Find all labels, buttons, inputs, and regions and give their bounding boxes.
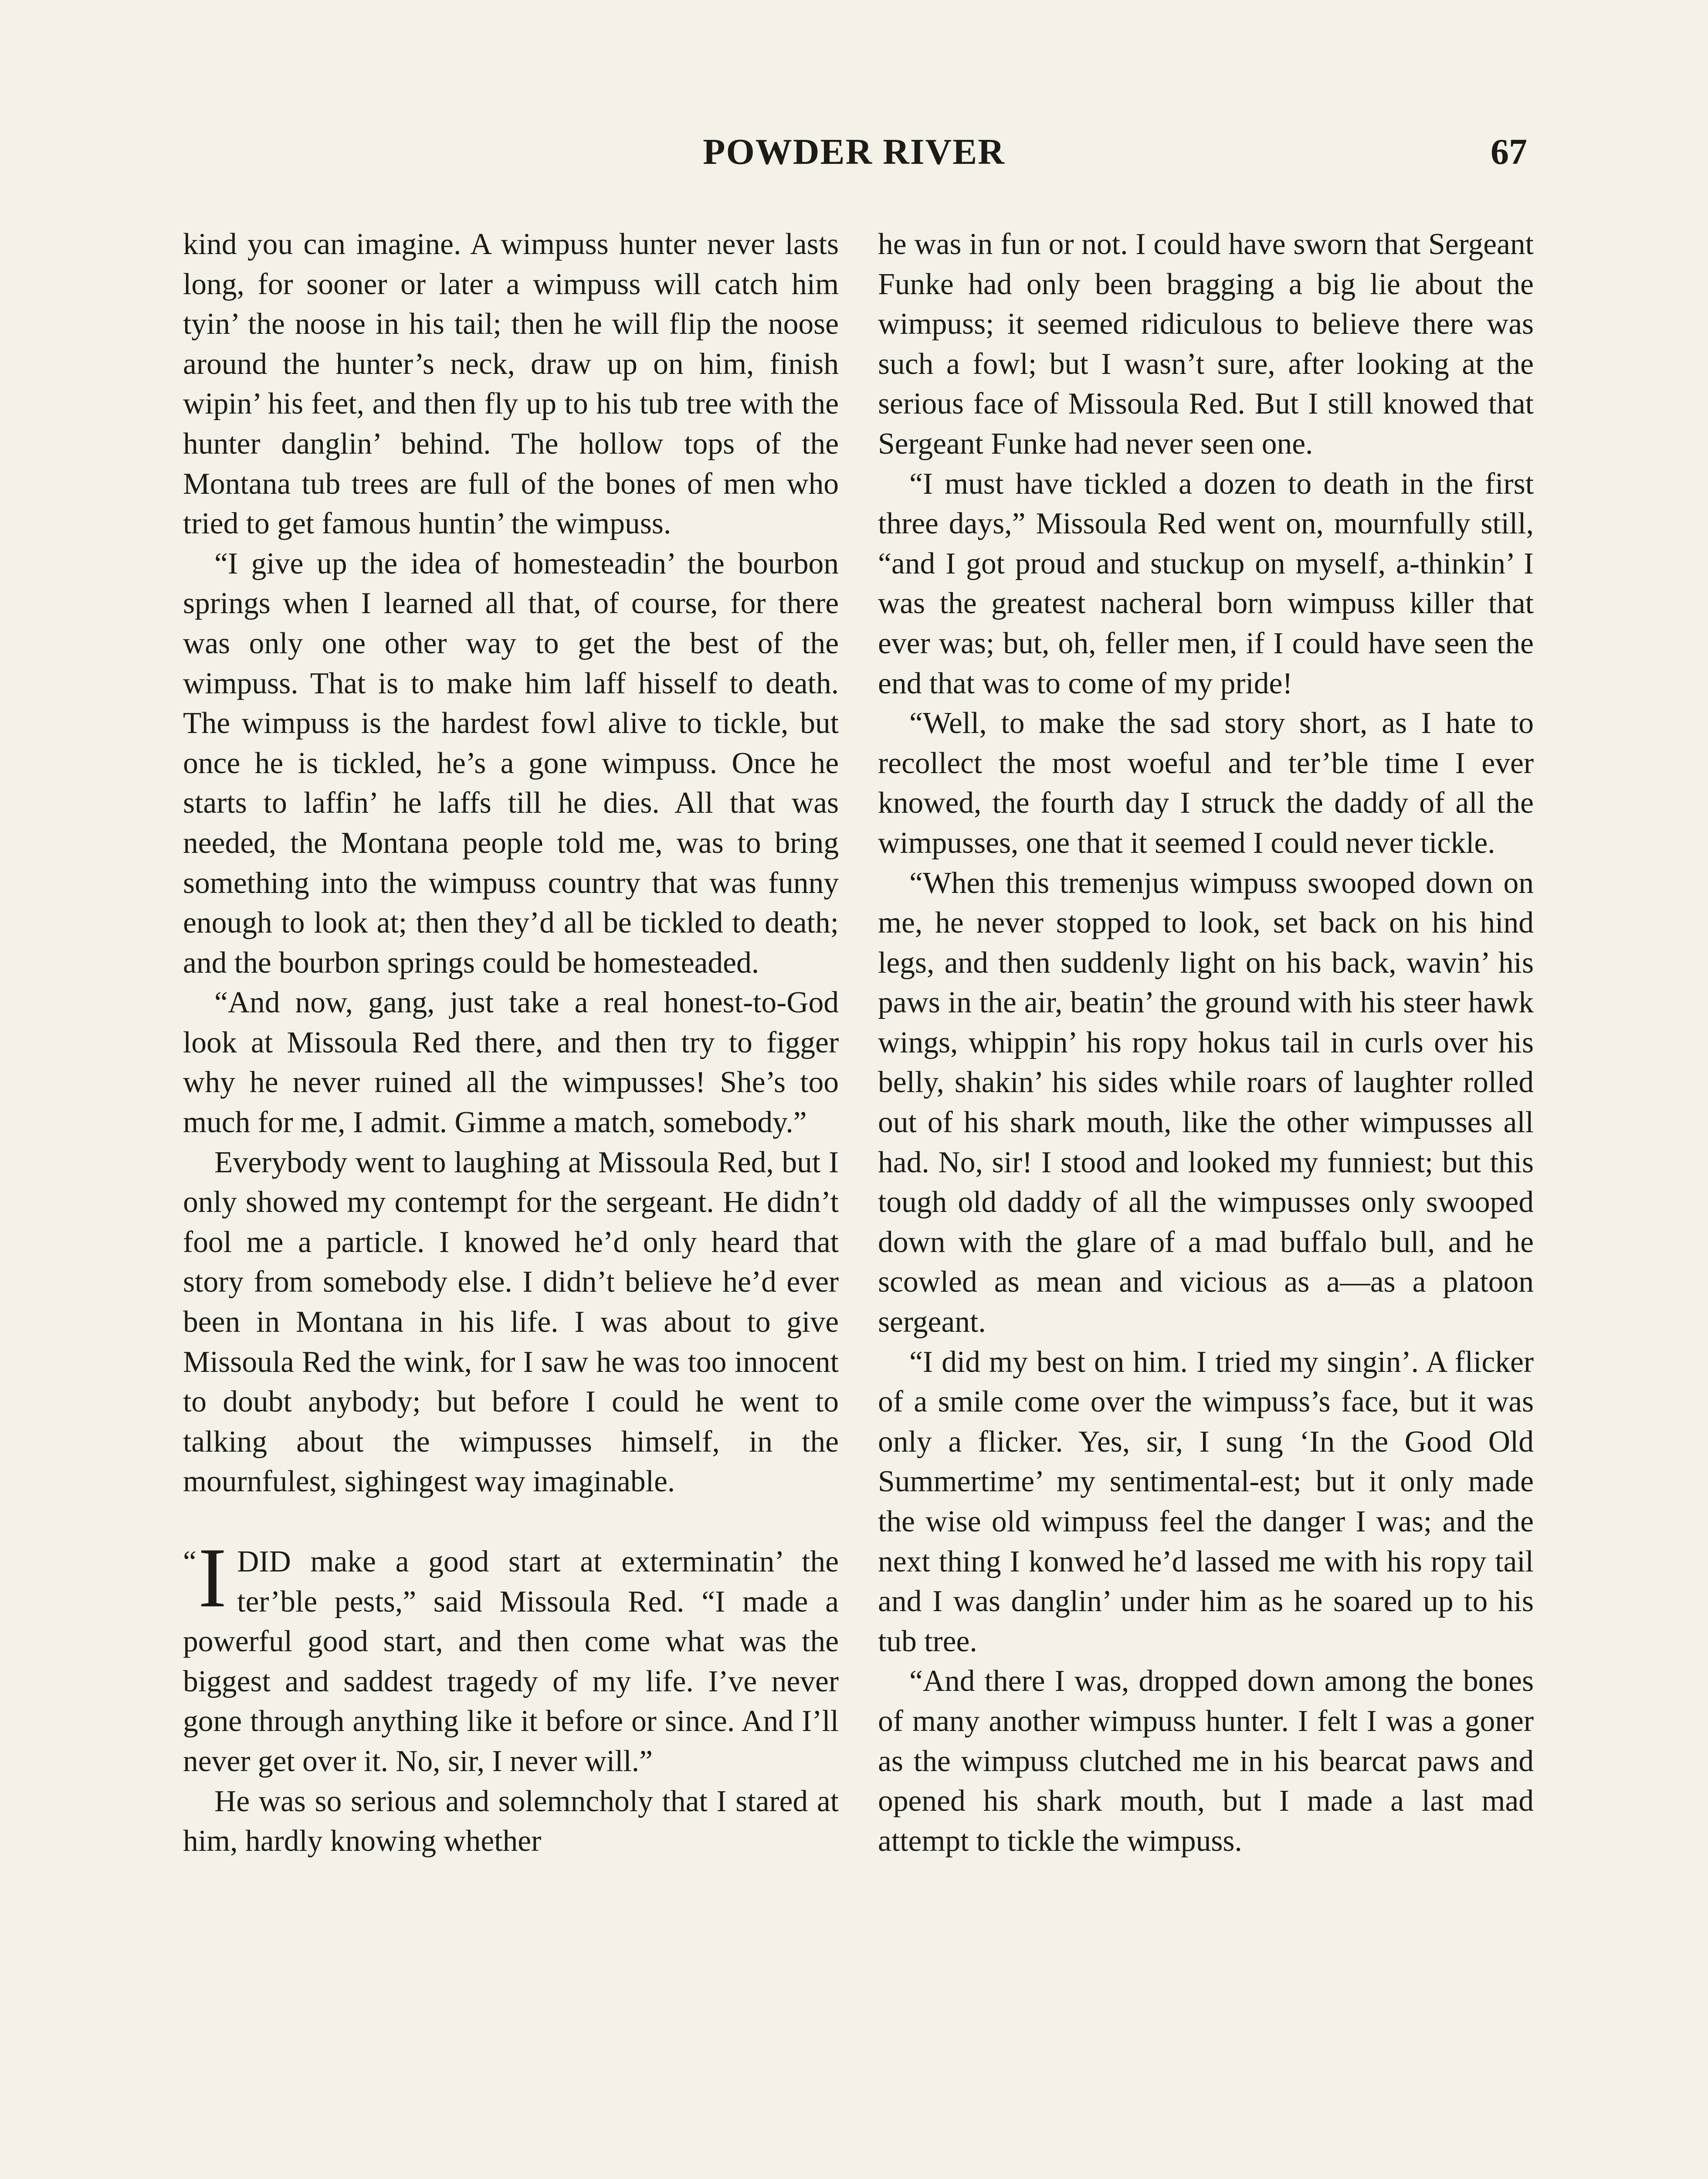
section-break: [183, 1502, 839, 1542]
paragraph: “When this tremenjus wimpuss swooped down on me, he never stopped to look, set back on his hind legs, and then suddenly light on his back, wavin’ his paws in the air, beatin’ the ground with his steer hawk wings, whippin’ his ropy hokus tail in curls over his belly, shakin’ his sides while roars of laughter rolled out of his shark mouth, like the other wimpusses all had. No, sir! I stood and looked my funniest; but this tough old daddy of all the wimpusses only swooped down with the glare of a mad buffalo bull, and he scowled as mean and vicious as a—as a platoon sergeant.: [878, 866, 1534, 1339]
page-number: 67: [1491, 132, 1527, 172]
dropcap-paragraph: [183, 1531, 839, 1782]
paragraph: he was in fun or not. I could have sworn that Sergeant Funke had only been bragging a big lie about the wimpuss; it seemed ridiculous to believe there was such a fowl; but I wasn’t sure, after looking at the serious face of Missoula Red. But I still knowed that Sergeant Funke had never seen one.: [878, 227, 1534, 461]
paragraph: “And now, gang, just take a real honest-to-God look at Missoula Red there, and then try to figger why he never ruined all the wimpusses! She’s too much for me, I admit. Gimme a match, somebody.”: [183, 986, 839, 1140]
running-title: POWDER RIVER: [703, 132, 1005, 172]
paragraph: “And there I was, dropped down among the bones of many another wimpuss hunter. I felt I was a goner as the wimpuss clutched me in his bearcat paws and opened his shark mouth, but I made a last mad attempt to tickle the wimpuss.: [878, 1664, 1534, 1858]
right-column: [878, 224, 1534, 1861]
dropcap-letter: I: [198, 1531, 227, 1625]
paragraph: kind you can imagine. A wimpuss hunter never lasts long, for sooner or later a wimpuss will catch him tyin’ the noose in his tail; then he will flip the noose around the hunter’s neck, draw up on him, finish wipin’ his feet, and then fly up to his tub tree with the hunter danglin’ behind. The hollow tops of the Montana tub trees are full of the bones of men who tried to get famous huntin’ the wimpuss.: [183, 227, 839, 541]
page-header: [0, 131, 1708, 187]
dropcap-quote: “: [183, 1545, 197, 1578]
paragraph: DID make a good start at exterminatin’ the ter’ble pests,” said Missoula Red. “I made a powerful good start, and then come what was the biggest and saddest tragedy of my life. I’ve never gone through anything like it before or since. And I’ll never get over it. No, sir, I never will.”: [183, 1545, 839, 1778]
paragraph: “I did my best on him. I tried my singin’. A flicker of a smile come over the wimpuss’s face, but it was only a flicker. Yes, sir, I sung ‘In the Good Old Summertime’ my sentimental-est; but it only made the wise old wimpuss feel the danger I was; and the next thing I konwed he’d lassed me with his ropy tail and I was danglin’ under him as he soared up to his tub tree.: [878, 1345, 1534, 1658]
paragraph: “I give up the idea of homesteadin’ the bourbon springs when I learned all that, of course, for there was only one other way to get the best of the wimpuss. That is to make him laff hisself to death. The wimpuss is the hardest fowl alive to tickle, but once he is tickled, he’s a gone wimpuss. Once he starts to laffin’ he laffs till he dies. All that was needed, the Montana people told me, was to bring something into the wimpuss country that was funny enough to look at; then they’d all be tickled to death; and the bourbon springs could be homesteaded.: [183, 546, 839, 980]
paragraph: “I must have tickled a dozen to death in the first three days,” Missoula Red went on, mournfully still, “and I got proud and stuckup on myself, a-thinkin’ I was the greatest nacheral born wimpuss killer that ever was; but, oh, feller men, if I could have seen the end that was to come of my pride!: [878, 467, 1534, 700]
paragraph: Everybody went to laughing at Missoula Red, but I only showed my contempt for the sergeant. He didn’t fool me a particle. I knowed he’d only heard that story from somebody else. I didn’t believe he’d ever been in Montana in his life. I was about to give Missoula Red the wink, for I saw he was too innocent to doubt anybody; but before I could he went to talking about the wimpusses himself, in the mournfulest, sighingest way imaginable.: [183, 1145, 839, 1499]
left-column: [183, 224, 839, 1861]
paragraph: “Well, to make the sad story short, as I hate to recollect the most woeful and ter’ble time I ever knowed, the fourth day I struck the daddy of all the wimpusses, one that it seemed I could never tickle.: [878, 706, 1534, 860]
paragraph: He was so serious and solemncholy that I stared at him, hardly knowing whether: [183, 1784, 839, 1858]
